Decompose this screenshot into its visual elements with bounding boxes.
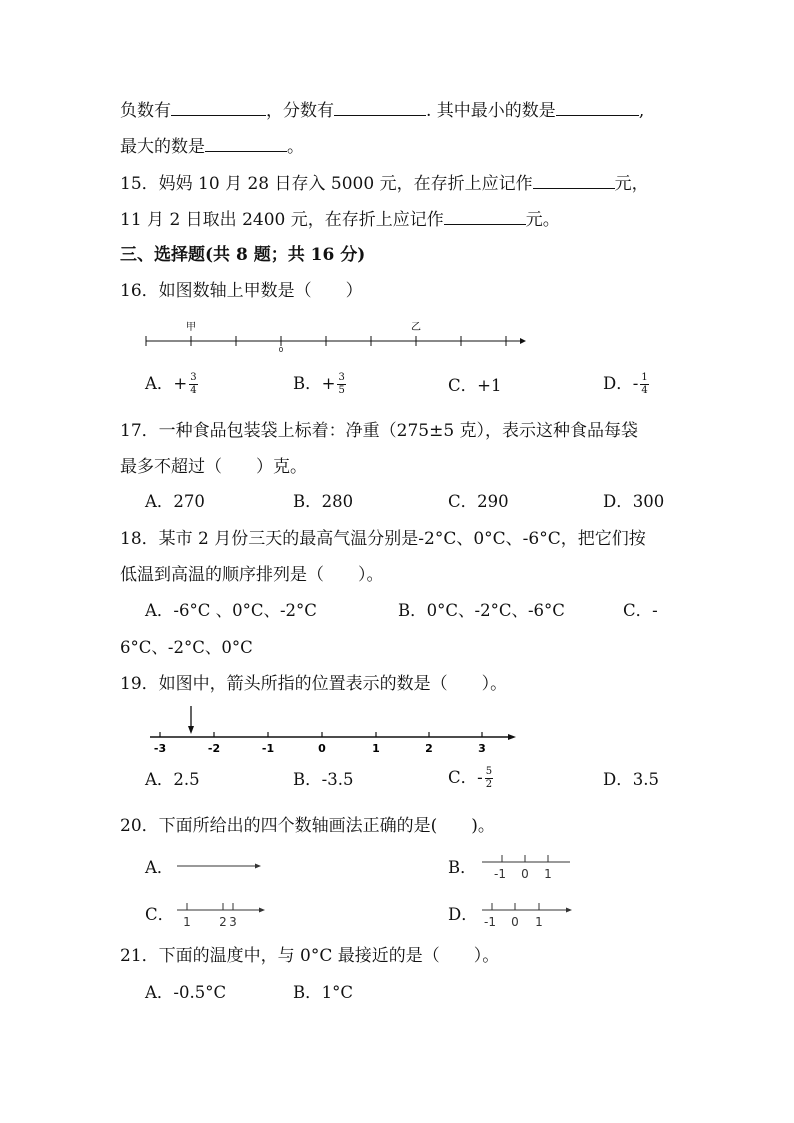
q18-line-2: 低温到高温的顺序排列是（ ）。 — [120, 565, 384, 585]
tick-label: -3 — [153, 742, 167, 755]
q16-stem: 16．如图数轴上甲数是（ ） — [120, 281, 363, 301]
q17-line-2: 最多不超过（ ）克。 — [120, 457, 307, 477]
q18-line-1: 18．某市 2 月份三天的最高气温分别是-2°C、0°C、-6°C，把它们按 — [120, 529, 646, 549]
answer-blank[interactable] — [171, 98, 266, 116]
q20-figure-a — [175, 858, 265, 874]
tick-label: -1 — [261, 742, 275, 755]
q19-number-line — [140, 702, 530, 757]
q17-option-d[interactable]: D．300 — [603, 492, 665, 511]
q18-option-a[interactable]: A．-6°C 、0°C、-2°C — [145, 601, 317, 620]
arrow-indicator-head — [188, 726, 194, 734]
q19-option-c[interactable]: C．- $\frac{5}{2}$ — [448, 766, 493, 790]
q20-figure-d — [480, 898, 580, 932]
tick-label: -2 — [207, 742, 221, 755]
q17-line-1: 17．一种食品包装袋上标着：净重（275±5 克），表示这种食品每袋 — [120, 421, 639, 441]
tick-label: 3 — [229, 915, 237, 929]
answer-blank[interactable] — [334, 98, 426, 116]
q20-option-d[interactable]: D． — [448, 905, 478, 924]
q15-line-2: 11 月 2 日取出 2400 元，在存折上应记作 元。 — [120, 207, 560, 231]
tick-label: 0 — [511, 915, 519, 929]
q19-stem: 19．如图中，箭头所指的位置表示的数是（ ）。 — [120, 674, 508, 694]
q18-option-c-wrap[interactable]: 6°C、-2°C、0°C — [120, 638, 253, 657]
q19-option-b[interactable]: B．-3.5 — [293, 770, 354, 789]
q21-option-b[interactable]: B．1°C — [293, 983, 353, 1002]
q16-option-c[interactable]: C．+1 — [448, 376, 502, 395]
q17-option-c[interactable]: C．290 — [448, 492, 509, 511]
q19-option-a[interactable]: A．2.5 — [145, 770, 200, 789]
label-yi: 乙 — [411, 322, 421, 333]
q16-number-line — [140, 312, 530, 352]
tick-label: 1 — [544, 867, 552, 881]
tick-label: 0 — [521, 867, 529, 881]
tick-label: -1 — [494, 867, 506, 881]
q16-option-b[interactable]: B．+ $\frac{3}{5}$ — [293, 372, 345, 396]
q15-line-1: 15．妈妈 10 月 28 日存入 5000 元，在存折上应记作 元， — [120, 171, 649, 195]
section-title: 三、选择题(共 8 题；共 16 分) — [120, 245, 366, 265]
tick-label: 2 — [219, 915, 227, 929]
tick-label: 2 — [425, 742, 433, 755]
q21-stem: 21．下面的温度中，与 0°C 最接近的是（ ）。 — [120, 946, 500, 966]
tick-label: 3 — [478, 742, 486, 755]
q18-option-c[interactable]: C．- — [623, 601, 658, 620]
q16-option-d[interactable]: D．- $\frac{1}{4}$ — [603, 372, 648, 396]
q18-option-b[interactable]: B．0°C、-2°C、-6°C — [398, 601, 565, 620]
label-zero: 0 — [278, 346, 284, 354]
q17-option-a[interactable]: A．270 — [145, 492, 205, 511]
q21-option-a[interactable]: A．-0.5°C — [145, 983, 227, 1002]
label-jia: 甲 — [186, 322, 196, 333]
q20-figure-c — [175, 898, 270, 932]
q19-option-d[interactable]: D．3.5 — [603, 770, 659, 789]
q16-option-a[interactable]: A．+ $\frac{3}{4}$ — [145, 372, 197, 396]
q20-stem: 20．下面所给出的四个数轴画法正确的是( )。 — [120, 816, 495, 836]
tick-label: 1 — [183, 915, 191, 929]
answer-blank[interactable] — [444, 207, 526, 225]
q20-option-c[interactable]: C． — [145, 905, 175, 924]
tick-label: 0 — [318, 742, 326, 755]
tick-label: -1 — [484, 915, 496, 929]
q20-option-a[interactable]: A． — [145, 858, 174, 877]
q14-line-2: 最大的数是 。 — [120, 134, 304, 158]
q20-figure-b — [480, 850, 575, 884]
q17-option-b[interactable]: B．280 — [293, 492, 354, 511]
answer-blank[interactable] — [556, 98, 639, 116]
tick-label: 1 — [535, 915, 543, 929]
q20-option-b[interactable]: B． — [448, 858, 477, 877]
tick-label: 1 — [372, 742, 380, 755]
answer-blank[interactable] — [205, 134, 287, 152]
q14-line-1: 负数有 ，分数有 . 其中最小的数是 , — [120, 98, 644, 122]
answer-blank[interactable] — [533, 171, 615, 189]
